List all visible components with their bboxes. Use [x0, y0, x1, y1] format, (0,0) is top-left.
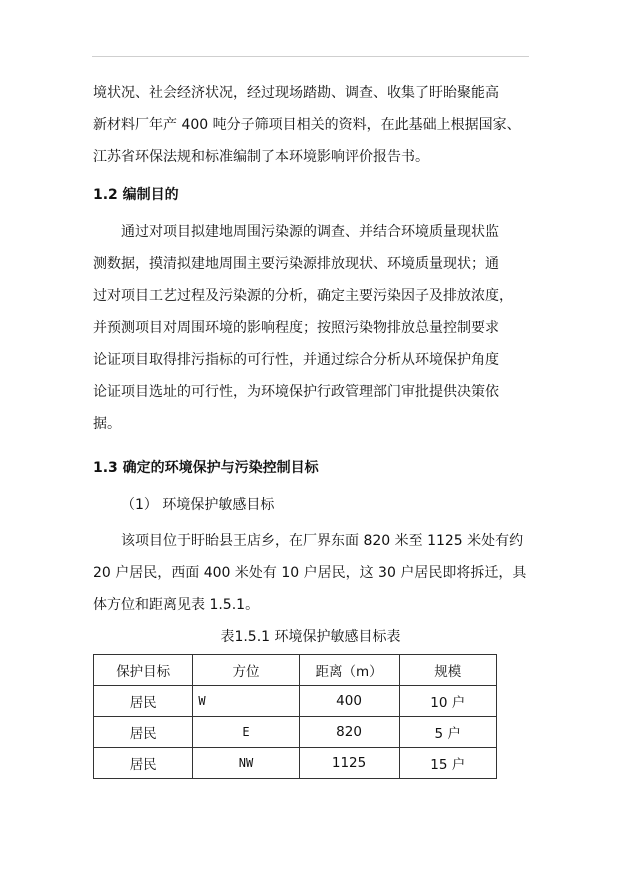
cell-target: 居民 — [94, 686, 193, 717]
intro-line-3: 江苏省环保法规和标准编制了本环境影响评价报告书。 — [93, 149, 429, 165]
cell-distance: 400 — [299, 686, 399, 717]
table-row — [94, 686, 497, 717]
cell-direction: W — [193, 686, 299, 717]
section-heading-1-2: 1.2 编制目的 — [93, 187, 179, 203]
paragraph-line: 该项目位于盱眙县王店乡，在厂界东面 820 米至 1125 米处有约 — [121, 533, 524, 549]
table-caption: 表1.5.1 环境保护敏感目标表 — [220, 629, 401, 645]
paragraph-line: 论证项目选址的可行性，为环境保护行政管理部门审批提供决策依 — [93, 384, 499, 400]
intro-line-2: 新材料厂年产 400 吨分子筛项目相关的资料，在此基础上根据国家、 — [93, 117, 521, 133]
section-heading-1-3: 1.3 确定的环境保护与污染控制目标 — [93, 460, 319, 476]
cell-scale: 10 户 — [399, 686, 497, 717]
cell-direction: NW — [193, 748, 299, 779]
table-row — [94, 717, 497, 748]
sensitive-targets-table — [93, 654, 497, 779]
paragraph-line: 论证项目取得排污指标的可行性，并通过综合分析从环境保护角度 — [93, 352, 499, 368]
subheading-sensitive-targets: （1） 环境保护敏感目标 — [121, 497, 275, 513]
column-header-direction: 方位 — [193, 655, 299, 686]
header-rule — [92, 56, 529, 57]
column-header-scale: 规模 — [399, 655, 497, 686]
table-header-row — [94, 655, 497, 686]
table-row — [94, 748, 497, 779]
cell-target: 居民 — [94, 717, 193, 748]
paragraph-line: 测数据，摸清拟建地周围主要污染源排放现状、环境质量现状；通 — [93, 256, 499, 272]
paragraph-line: 过对项目工艺过程及污染源的分析，确定主要污染因子及排放浓度， — [93, 288, 513, 304]
intro-line-1: 境状况、社会经济状况，经过现场踏勘、调查、收集了盱眙聚能高 — [93, 85, 499, 101]
column-header-target: 保护目标 — [94, 655, 193, 686]
paragraph-line: 并预测项目对周围环境的影响程度；按照污染物排放总量控制要求 — [93, 320, 499, 336]
cell-distance: 820 — [299, 717, 399, 748]
cell-target: 居民 — [94, 748, 193, 779]
paragraph-line: 体方位和距离见表 1.5.1。 — [93, 597, 260, 613]
paragraph-line: 通过对项目拟建地周围污染源的调查、并结合环境质量现状监 — [121, 224, 499, 240]
paragraph-line: 据。 — [93, 416, 121, 432]
cell-scale: 15 户 — [399, 748, 497, 779]
column-header-distance: 距离（m） — [299, 655, 399, 686]
paragraph-line: 20 户居民，西面 400 米处有 10 户居民，这 30 户居民即将拆迁，具 — [93, 565, 527, 581]
cell-direction: E — [193, 717, 299, 748]
cell-scale: 5 户 — [399, 717, 497, 748]
cell-distance: 1125 — [299, 748, 399, 779]
